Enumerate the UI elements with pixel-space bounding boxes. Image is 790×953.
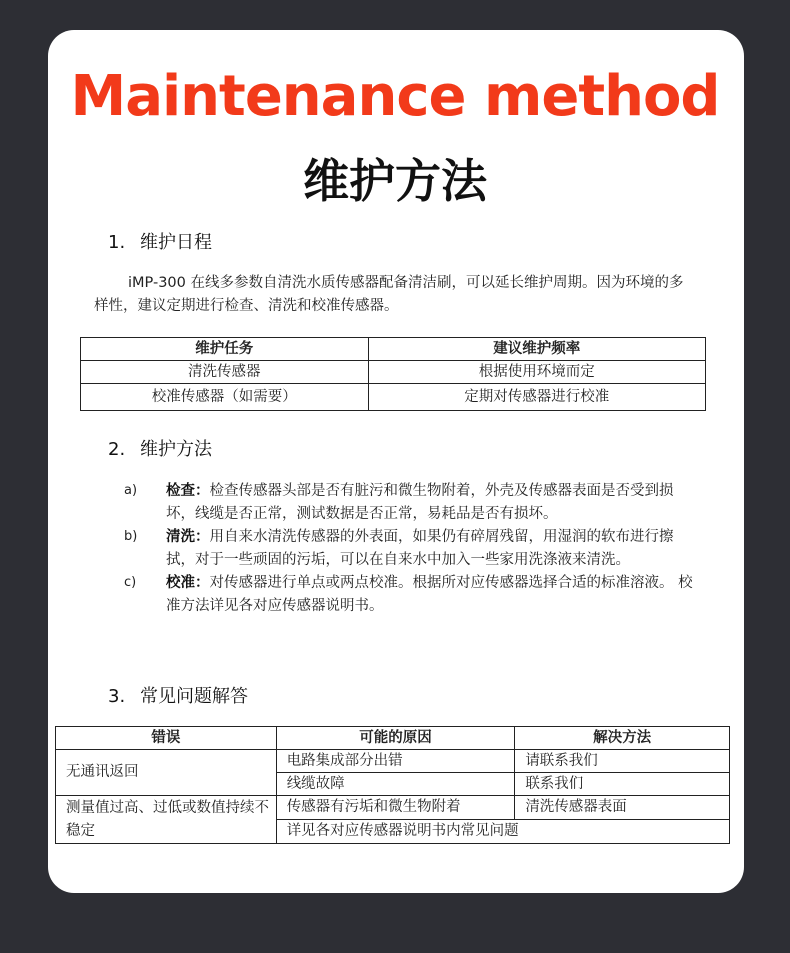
list-item-calibrate <box>120 572 700 617</box>
table-row <box>81 361 706 384</box>
list-marker: b) <box>124 529 138 544</box>
table-row <box>56 750 730 773</box>
table-cell-error: 测量值过高、过低或数值持续不稳定 <box>56 796 277 844</box>
table-cell-cause: 线缆故障 <box>276 773 515 796</box>
table-header-row <box>81 338 706 361</box>
method-list <box>120 480 700 618</box>
table-cell-solution: 清洗传感器表面 <box>515 796 730 820</box>
item-label: 校准： <box>166 575 210 591</box>
section-number: 3. <box>108 686 126 707</box>
table-header-cell: 错误 <box>56 727 277 750</box>
item-label: 清洗： <box>166 529 210 545</box>
section-title: 常见问题解答 <box>140 686 248 707</box>
table-cell-solution: 联系我们 <box>515 773 730 796</box>
item-text: 对传感器进行单点或两点校准。根据所对应传感器选择合适的标准溶液。 校准方法详见各对应传感器说明书。 <box>166 575 693 614</box>
table-cell: 校准传感器（如需要） <box>81 384 369 411</box>
section-heading-methods <box>108 435 212 461</box>
table-row <box>56 796 730 820</box>
list-item-inspect <box>120 480 700 525</box>
table-cell-cause: 传感器有污垢和微生物附着 <box>276 796 515 820</box>
table-cell: 根据使用环境而定 <box>368 361 705 384</box>
item-text: 用自来水清洗传感器的外表面，如果仍有碎屑残留，用湿润的软布进行擦拭，对于一些顽固的污垢，可以在自来水中加入一些家用洗涤液来清洗。 <box>166 529 674 568</box>
table-cell: 清洗传感器 <box>81 361 369 384</box>
table-cell-solution: 请联系我们 <box>515 750 730 773</box>
table-header-cell: 维护任务 <box>81 338 369 361</box>
table-cell-cause: 电路集成部分出错 <box>276 750 515 773</box>
list-item-clean <box>120 526 700 571</box>
table-cell: 定期对传感器进行校准 <box>368 384 705 411</box>
table-header-row <box>56 727 730 750</box>
list-marker: c) <box>124 575 137 590</box>
table-header-cell: 建议维护频率 <box>368 338 705 361</box>
item-label: 检查： <box>166 483 210 499</box>
item-text: 检查传感器头部是否有脏污和微生物附着，外壳及传感器表面是否受到损坏，线缆是否正常，测试数据是否正常，易耗品是否有损坏。 <box>166 483 674 522</box>
table-header-cell: 解决方法 <box>515 727 730 750</box>
table-header-cell: 可能的原因 <box>276 727 515 750</box>
maintenance-schedule-table <box>80 337 706 411</box>
section-title: 维护日程 <box>140 232 212 253</box>
section-heading-faq <box>108 682 248 708</box>
section-number: 1. <box>108 232 126 253</box>
table-cell-cause: 详见各对应传感器说明书内常见问题 <box>276 820 729 844</box>
section-title: 维护方法 <box>140 439 212 460</box>
list-marker: a) <box>124 483 138 498</box>
section-number: 2. <box>108 439 126 460</box>
page-title-english: Maintenance method <box>70 64 720 129</box>
schedule-paragraph: iMP-300 在线多参数自清洗水质传感器配备清洁刷，可以延长维护周期。因为环境的多样性，建议定期进行检查、清洗和校准传感器。 <box>94 275 684 314</box>
faq-table <box>55 726 730 844</box>
section-heading-schedule <box>108 228 212 254</box>
table-cell-error: 无通讯返回 <box>56 750 277 796</box>
table-row <box>81 384 706 411</box>
page-title-chinese: 维护方法 <box>303 154 487 208</box>
